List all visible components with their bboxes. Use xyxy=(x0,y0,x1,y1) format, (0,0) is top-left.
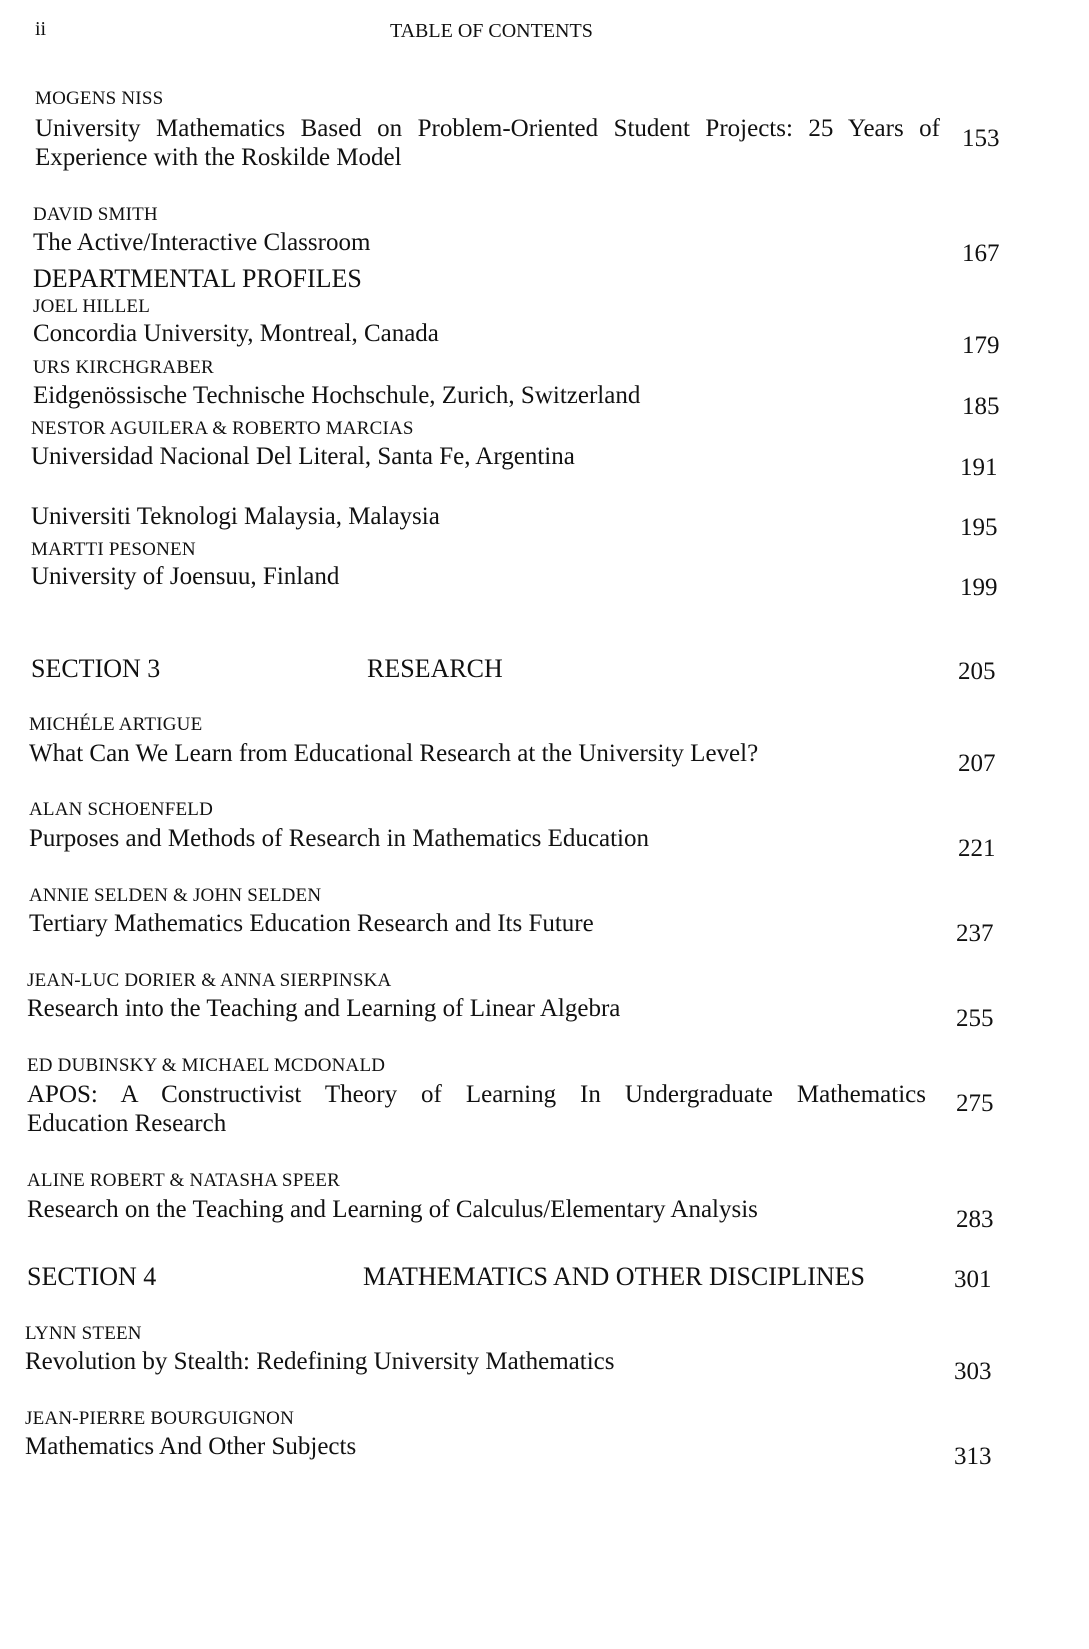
toc-entry-author: MOGENS NISS xyxy=(35,88,164,109)
toc-entry-author: MICHÉLE ARTIGUE xyxy=(29,714,203,735)
toc-entry-page: 207 xyxy=(958,750,996,777)
toc-entry-author: JEAN-LUC DORIER & ANNA SIERPINSKA xyxy=(27,970,392,991)
toc-entry-page: 199 xyxy=(960,574,998,601)
toc-entry-page: 153 xyxy=(962,125,1000,152)
toc-entry-title: APOS: A Constructivist Theory of Learning In Undergraduate Mathematics xyxy=(27,1081,926,1108)
toc-entry-author: DAVID SMITH xyxy=(33,204,158,225)
toc-entry-page: 191 xyxy=(960,454,998,481)
toc-entry-title: Mathematics And Other Subjects xyxy=(25,1433,357,1460)
toc-entry-title: Eidgenössische Technische Hochschule, Zurich, Switzerland xyxy=(33,382,641,409)
section-title: MATHEMATICS AND OTHER DISCIPLINES xyxy=(363,1262,865,1291)
page-number: ii xyxy=(35,18,47,40)
toc-entry-page: 283 xyxy=(956,1206,994,1233)
toc-entry-page: 195 xyxy=(960,514,998,541)
toc-entry-title: Purposes and Methods of Research in Mathematics Education xyxy=(29,825,649,852)
section-title: RESEARCH xyxy=(367,654,503,683)
toc-entry-title-continued: Education Research xyxy=(27,1110,227,1137)
subsection-heading: DEPARTMENTAL PROFILES xyxy=(33,264,362,293)
toc-entry-page: 255 xyxy=(956,1005,994,1032)
toc-entry-title: Research on the Teaching and Learning of Calculus/Elementary Analysis xyxy=(27,1196,758,1223)
section-page: 205 xyxy=(958,658,996,685)
toc-entry-page: 313 xyxy=(954,1443,992,1470)
toc-entry-title: University of Joensuu, Finland xyxy=(31,563,340,590)
toc-entry-title: The Active/Interactive Classroom xyxy=(33,229,371,256)
toc-entry-author: JOEL HILLEL xyxy=(33,296,151,317)
toc-entry-page: 221 xyxy=(958,835,996,862)
toc-entry-title: Universidad Nacional Del Literal, Santa Fe, Argentina xyxy=(31,443,575,470)
toc-entry-page: 303 xyxy=(954,1358,992,1385)
toc-entry-title: What Can We Learn from Educational Research at the University Level? xyxy=(29,740,759,767)
toc-entry-author: NESTOR AGUILERA & ROBERTO MARCIAS xyxy=(31,418,414,439)
section-page: 301 xyxy=(954,1266,992,1293)
toc-entry-author: ED DUBINSKY & MICHAEL MCDONALD xyxy=(27,1055,386,1076)
toc-entry-author: MARTTI PESONEN xyxy=(31,539,196,560)
toc-entry-author: JEAN-PIERRE BOURGUIGNON xyxy=(25,1408,295,1429)
toc-entry-title: Concordia University, Montreal, Canada xyxy=(33,320,439,347)
toc-entry-page: 179 xyxy=(962,332,1000,359)
running-head: TABLE OF CONTENTS xyxy=(390,20,593,42)
toc-entry-title-continued: Experience with the Roskilde Model xyxy=(35,144,402,171)
toc-entry-title: Tertiary Mathematics Education Research and Its Future xyxy=(29,910,594,937)
toc-entry-page: 167 xyxy=(962,240,1000,267)
toc-entry-page: 185 xyxy=(962,393,1000,420)
toc-entry-author: ALAN SCHOENFELD xyxy=(29,799,214,820)
toc-entry-page: 237 xyxy=(956,920,994,947)
toc-entry-title: Universiti Teknologi Malaysia, Malaysia xyxy=(31,503,440,530)
toc-entry-page: 275 xyxy=(956,1090,994,1117)
toc-entry-author: LYNN STEEN xyxy=(25,1323,142,1344)
section-label: SECTION 4 xyxy=(27,1262,157,1291)
toc-entry-author: ALINE ROBERT & NATASHA SPEER xyxy=(27,1170,340,1191)
toc-entry-title: Research into the Teaching and Learning of Linear Algebra xyxy=(27,995,621,1022)
toc-entry-author: URS KIRCHGRABER xyxy=(33,357,214,378)
toc-entry-author: ANNIE SELDEN & JOHN SELDEN xyxy=(29,885,322,906)
toc-entry-title: Revolution by Stealth: Redefining University Mathematics xyxy=(25,1348,615,1375)
section-label: SECTION 3 xyxy=(31,654,161,683)
toc-entry-title: University Mathematics Based on Problem-Oriented Student Projects: 25 Years of xyxy=(35,115,940,142)
